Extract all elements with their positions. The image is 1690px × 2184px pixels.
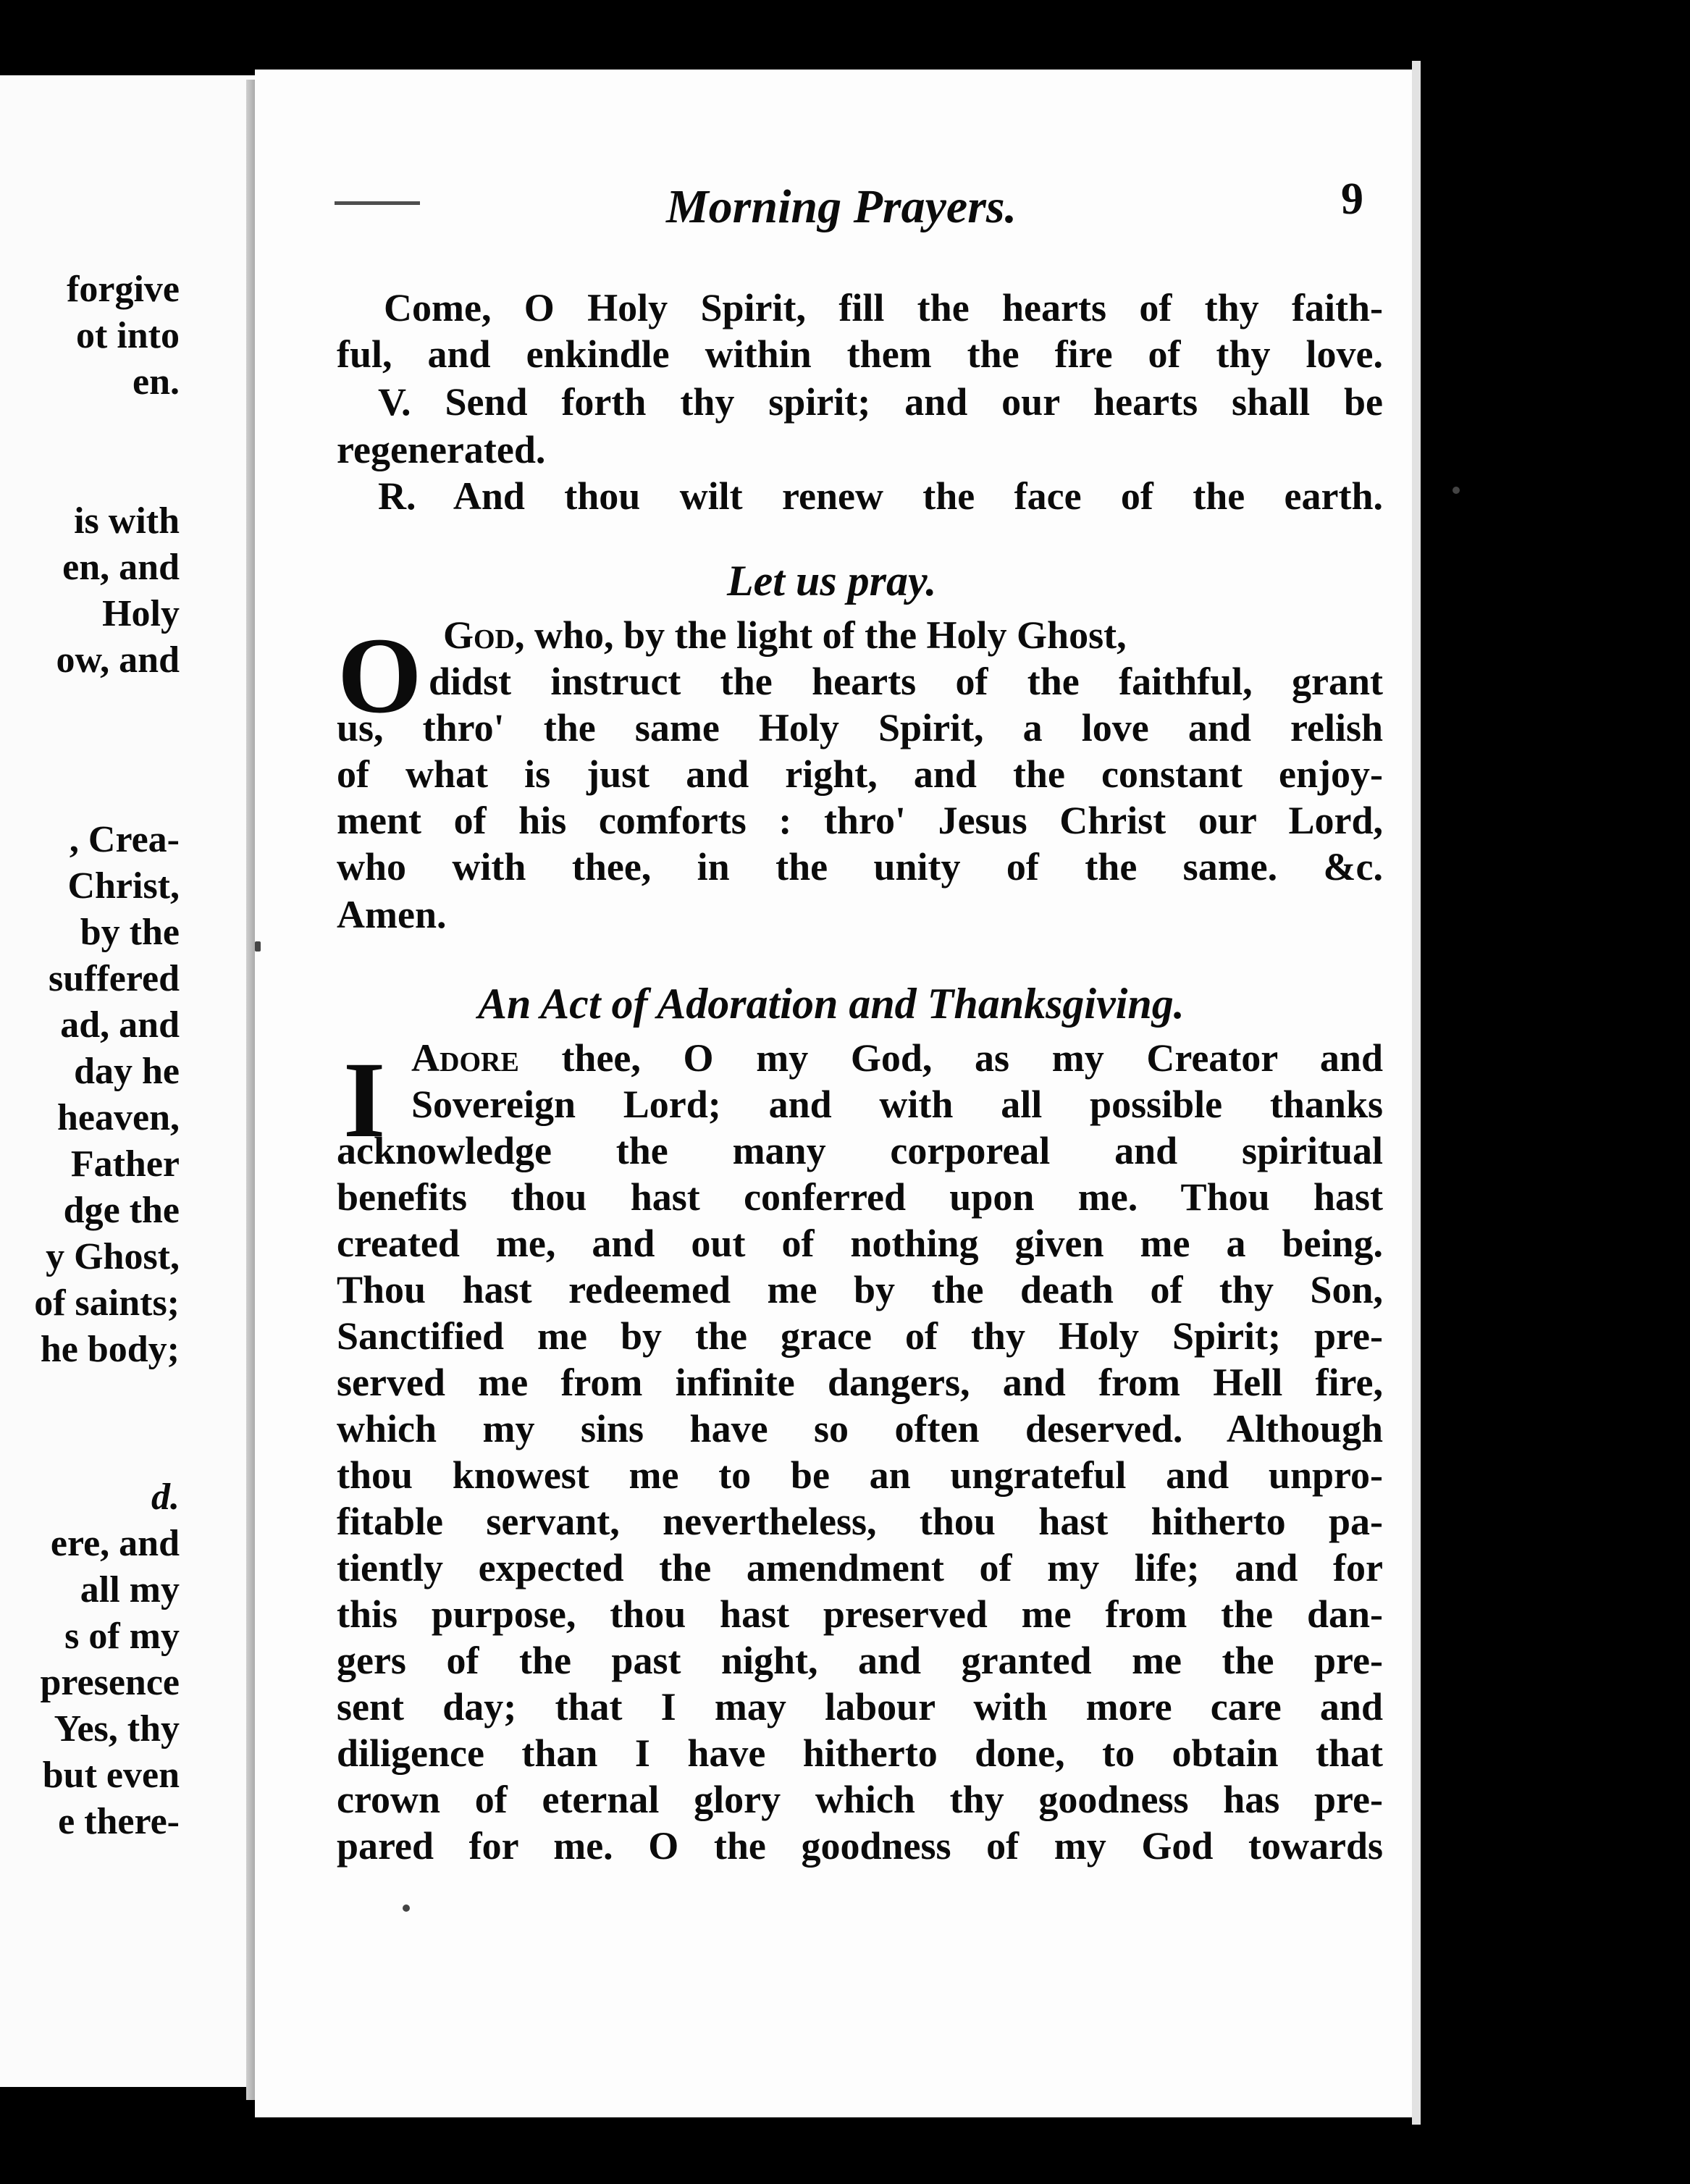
adoration-line: acknowledge the many corporeal and spiritual: [337, 1129, 1383, 1172]
adoration-heading: An Act of Adoration and Thanksgiving.: [478, 980, 1185, 1028]
adoration-line: [411, 1038, 1383, 1078]
adoration-line: Sanctified me by the grace of thy Holy Spirit; pre-: [337, 1314, 1383, 1358]
adoration-line: diligence than I have hitherto done, to obtain that: [337, 1731, 1383, 1775]
adoration-line: sent day; that I may labour with more care and: [337, 1685, 1383, 1729]
left-page-fragment: day he: [74, 1051, 180, 1092]
adoration-line-text: thee, O my God, as my Creator and: [561, 1036, 1383, 1080]
adoration-line: served me from infinite dangers, and from Hell fire,: [337, 1361, 1383, 1404]
prayer-line: Amen.: [337, 893, 447, 936]
adoration-line: thou knowest me to be an ungrateful and unpro-: [337, 1453, 1383, 1497]
adoration-line: Sovereign Lord; and with all possible thanks: [411, 1083, 1383, 1126]
adoration-line: crown of eternal glory which thy goodness has pre-: [337, 1778, 1383, 1821]
left-page-fragment: of saints;: [34, 1282, 180, 1324]
left-page-fragment: y Ghost,: [46, 1236, 180, 1277]
left-page-fragment: is with: [74, 500, 180, 542]
left-page-fragment: dge the: [63, 1190, 180, 1231]
left-page-fragment: d.: [151, 1477, 180, 1518]
left-page-fragment: ad, and: [60, 1004, 180, 1046]
left-page-fragment: he body;: [40, 1329, 180, 1370]
left-page-fragment: ot into: [76, 315, 180, 356]
left-facing-page: [0, 75, 269, 2087]
left-page-fragment: forgive: [67, 269, 180, 310]
left-page-fragment: e there-: [58, 1801, 180, 1842]
adoration-line: gers of the past night, and granted me the pre-: [337, 1639, 1383, 1682]
left-page-fragment: ere, and: [50, 1523, 180, 1564]
adoration-line: created me, and out of nothing given me a being.: [337, 1222, 1383, 1265]
prayer-first-word: God,: [443, 613, 525, 657]
prayer-line-text: who, by the light of the Holy Ghost,: [534, 613, 1127, 657]
page-edge: [1412, 61, 1421, 2125]
left-page-fragment: suffered: [48, 958, 180, 999]
left-page-fragment: by the: [80, 912, 180, 953]
adoration-line: pared for me. O the goodness of my God towards: [337, 1824, 1383, 1868]
left-page-fragment: en, and: [62, 547, 180, 588]
prayer-line: [443, 613, 1127, 657]
left-page-fragment: heaven,: [57, 1097, 180, 1138]
left-page-fragment: Holy: [102, 593, 180, 634]
left-page-fragment: en.: [133, 361, 180, 403]
left-page-fragment: Yes, thy: [54, 1708, 180, 1750]
left-page-fragment: s of my: [64, 1616, 180, 1657]
left-page-fragment: all my: [80, 1569, 180, 1610]
hymn-line: regenerated.: [337, 428, 546, 471]
hymn-line: ful, and enkindle within them the fire of thy love.: [337, 332, 1383, 376]
adoration-line: fitable servant, nevertheless, thou hast hitherto pa-: [337, 1500, 1383, 1543]
print-speck: [1453, 487, 1460, 494]
drop-cap: O: [337, 616, 422, 736]
left-page-fragment: ow, and: [56, 639, 180, 681]
prayer-line: of what is just and right, and the constant enjoy-: [337, 752, 1383, 796]
print-speck: [255, 941, 261, 952]
left-page-fragment: but even: [42, 1755, 180, 1796]
adoration-line: tiently expected the amendment of my life; and for: [337, 1546, 1383, 1589]
left-page-fragment: Father: [70, 1143, 180, 1185]
adoration-line: benefits thou hast conferred upon me. Thou hast: [337, 1175, 1383, 1219]
prayer-line: didst instruct the hearts of the faithful, grant: [429, 660, 1383, 703]
prayer-line: who with thee, in the unity of the same. &c.: [337, 845, 1383, 889]
adoration-line: this purpose, thou hast preserved me from the dan-: [337, 1592, 1383, 1636]
hymn-line: Come, O Holy Spirit, fill the hearts of thy faith-: [384, 286, 1383, 329]
page-number: 9: [1341, 175, 1363, 224]
left-page-fragment: Christ,: [67, 865, 180, 907]
drop-cap: I: [343, 1040, 386, 1160]
print-speck: [403, 1904, 410, 1912]
left-page-fragment: , Crea-: [69, 819, 180, 860]
versicle-line: V. Send forth thy spirit; and our hearts shall be: [378, 380, 1383, 424]
adoration-line: Thou hast redeemed me by the death of thy Son,: [337, 1268, 1383, 1311]
prayer-line: us, thro' the same Holy Spirit, a love and relish: [337, 706, 1383, 749]
running-title: Morning Prayers.: [666, 180, 1017, 233]
response-line: R. And thou wilt renew the face of the earth.: [378, 474, 1383, 518]
adoration-line: which my sins have so often deserved. Although: [337, 1407, 1383, 1450]
left-page-fragment: presence: [40, 1662, 180, 1703]
adoration-first-word: Adore: [411, 1036, 519, 1080]
prayer-heading: Let us pray.: [727, 557, 937, 605]
prayer-line: ment of his comforts : thro' Jesus Christ our Lord,: [337, 799, 1383, 842]
header-ornament: [335, 201, 420, 211]
